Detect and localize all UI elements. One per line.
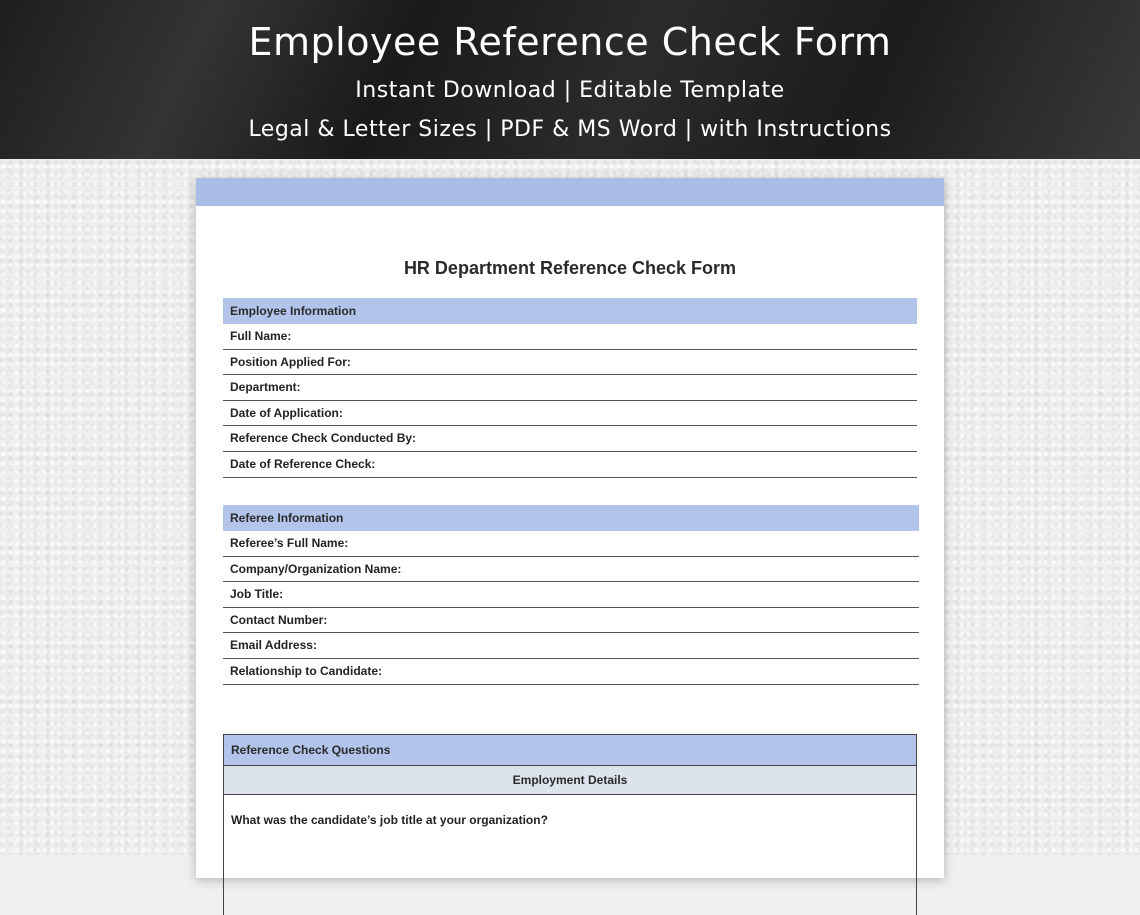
banner-title: Employee Reference Check Form xyxy=(248,20,892,64)
form-field-row[interactable]: Email Address: xyxy=(223,633,919,659)
employee-information-heading: Employee Information xyxy=(223,298,917,324)
employment-details-subheading: Employment Details xyxy=(224,766,916,795)
employee-information-section xyxy=(223,298,917,478)
form-field-row[interactable]: Referee’s Full Name: xyxy=(223,531,919,557)
question-row[interactable] xyxy=(224,795,916,915)
banner-subtitle-formats: Legal & Letter Sizes | PDF & MS Word | with Instructions xyxy=(248,117,892,142)
question-text: What was the candidate’s job title at your organization? xyxy=(231,813,548,827)
reference-questions-heading: Reference Check Questions xyxy=(224,735,916,766)
form-field-row[interactable]: Department: xyxy=(223,375,917,401)
promo-banner xyxy=(0,0,1140,159)
form-field-row[interactable]: Company/Organization Name: xyxy=(223,557,919,583)
referee-information-heading: Referee Information xyxy=(223,505,919,531)
form-field-row[interactable]: Date of Application: xyxy=(223,401,917,427)
form-field-row[interactable]: Reference Check Conducted By: xyxy=(223,426,917,452)
form-field-row[interactable]: Position Applied For: xyxy=(223,350,917,376)
form-field-row[interactable]: Job Title: xyxy=(223,582,919,608)
form-field-row[interactable]: Date of Reference Check: xyxy=(223,452,917,478)
form-field-row[interactable]: Full Name: xyxy=(223,324,917,350)
banner-subtitle-download: Instant Download | Editable Template xyxy=(355,78,785,103)
form-field-row[interactable]: Contact Number: xyxy=(223,608,919,634)
reference-questions-table xyxy=(223,734,917,915)
form-sheet xyxy=(196,178,944,878)
form-title: HR Department Reference Check Form xyxy=(403,258,737,278)
form-field-row[interactable]: Relationship to Candidate: xyxy=(223,659,919,685)
sheet-header-bar xyxy=(196,178,944,206)
referee-information-section xyxy=(223,505,919,685)
